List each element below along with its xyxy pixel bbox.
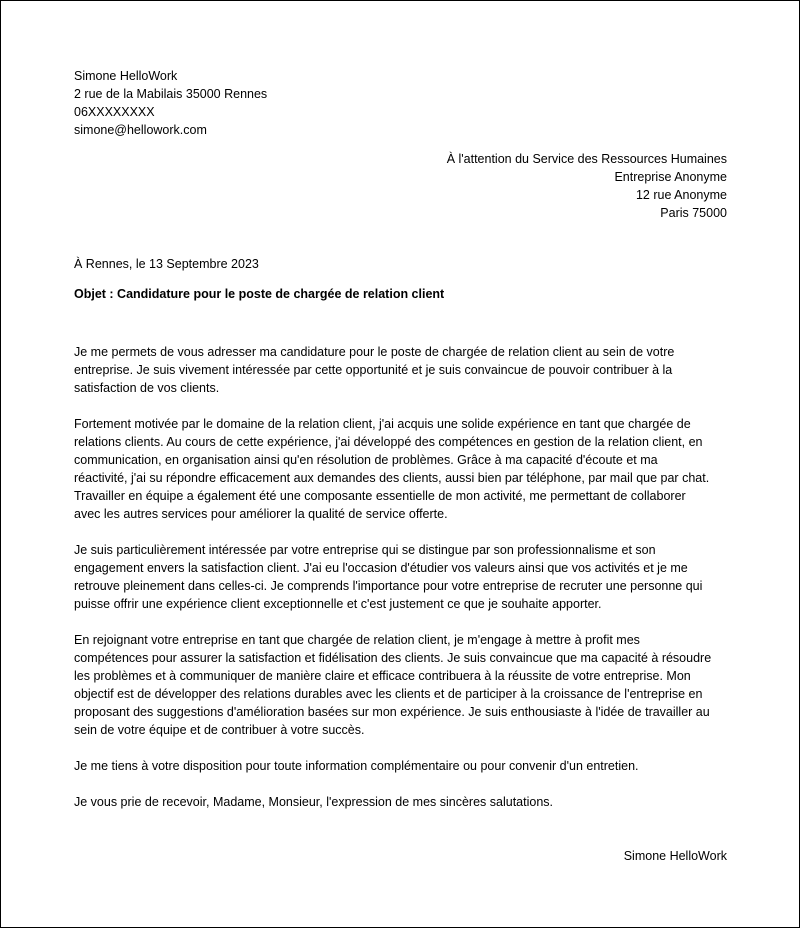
sender-phone: 06XXXXXXXX — [74, 105, 155, 119]
recipient-street: 12 rue Anonyme — [635, 188, 727, 202]
closing-paragraph — [74, 793, 734, 811]
subject-line: Objet : Candidature pour le poste de chargée de relation client — [74, 287, 445, 301]
paragraph-line: relations clients. Au cours de cette expérience, j'ai développé des compétences en gestion de la relation client, en — [74, 435, 703, 449]
body-paragraph-4 — [74, 631, 734, 739]
paragraph-line: réactivité, j'ai su répondre efficacement aux demandes des clients, aussi bien par téléphone, par mail que par chat. — [74, 471, 710, 485]
paragraph-line: Je vous prie de recevoir, Madame, Monsieur, l'expression de mes sincères salutations. — [74, 795, 554, 809]
paragraph-line: objectif est de développer des relations durables avec les clients et de participer à la croissance de l'entreprise en — [74, 687, 703, 701]
recipient-city: Paris 75000 — [660, 206, 727, 220]
recipient-block — [447, 150, 727, 222]
recipient-attention: À l'attention du Service des Ressources Humaines — [446, 152, 727, 166]
date-line: À Rennes, le 13 Septembre 2023 — [74, 257, 259, 271]
sender-email: simone@hellowork.com — [74, 123, 207, 137]
paragraph-line: avec les autres services pour améliorer la qualité de service offerte. — [74, 507, 448, 521]
paragraph-line: Je me permets de vous adresser ma candidature pour le poste de chargée de relation client au sein de votre — [74, 345, 675, 359]
paragraph-line: satisfaction de vos clients. — [74, 381, 220, 395]
paragraph-line: Je suis particulièrement intéressée par votre entreprise qui se distingue par son professionnalisme et son — [74, 543, 656, 557]
paragraph-line: engagement envers la satisfaction client. J'ai eu l'occasion d'étudier vos valeurs ainsi que vos activités et je me — [74, 561, 688, 575]
paragraph-line: proposant des suggestions d'amélioration basées sur mon expérience. Je suis enthousiaste à l'idée de travailler au — [74, 705, 710, 719]
paragraph-line: Fortement motivée par le domaine de la relation client, j'ai acquis une solide expérience en tant que chargée de — [74, 417, 691, 431]
paragraph-line: Travailler en équipe a également été une composante essentielle de mon activité, me permettant de collaborer — [74, 489, 686, 503]
paragraph-line: retrouve pleinement dans celles-ci. Je comprends l'importance pour votre entreprise de recruter une personne qui — [74, 579, 703, 593]
paragraph-line: compétences pour assurer la satisfaction et fidélisation des clients. Je suis convaincue que ma capacité à résoudre — [74, 651, 712, 665]
sender-address: 2 rue de la Mabilais 35000 Rennes — [74, 87, 268, 101]
signature: Simone HelloWork — [623, 849, 727, 863]
paragraph-line: communication, en organisation ainsi qu'en résolution de problèmes. Grâce à ma capacité d'écoute et ma — [74, 453, 658, 467]
paragraph-line: sein de votre équipe et de contribuer à votre succès. — [74, 723, 365, 737]
recipient-company: Entreprise Anonyme — [614, 170, 727, 184]
paragraph-line: les problèmes et à communiquer de manière claire et efficace contribuera à la réussite de votre entreprise. Mon — [74, 669, 691, 683]
paragraph-line: Je me tiens à votre disposition pour toute information complémentaire ou pour convenir d'un entretien. — [74, 759, 639, 773]
paragraph-line: puisse offrir une expérience client exceptionnelle et c'est justement ce que je souhaite apporter. — [74, 597, 602, 611]
paragraph-line: entreprise. Je suis vivement intéressée par cette opportunité et je suis convaincue de pouvoir contribuer à la — [74, 363, 673, 377]
body-paragraph-5 — [74, 757, 734, 775]
paragraph-line: En rejoignant votre entreprise en tant que chargée de relation client, je m'engage à mettre à profit mes — [74, 633, 640, 647]
body-paragraph-3 — [74, 541, 734, 613]
sender-block — [74, 67, 267, 139]
body-paragraph-2 — [74, 415, 734, 523]
sender-name: Simone HelloWork — [74, 69, 178, 83]
body-paragraph-1 — [74, 343, 734, 397]
